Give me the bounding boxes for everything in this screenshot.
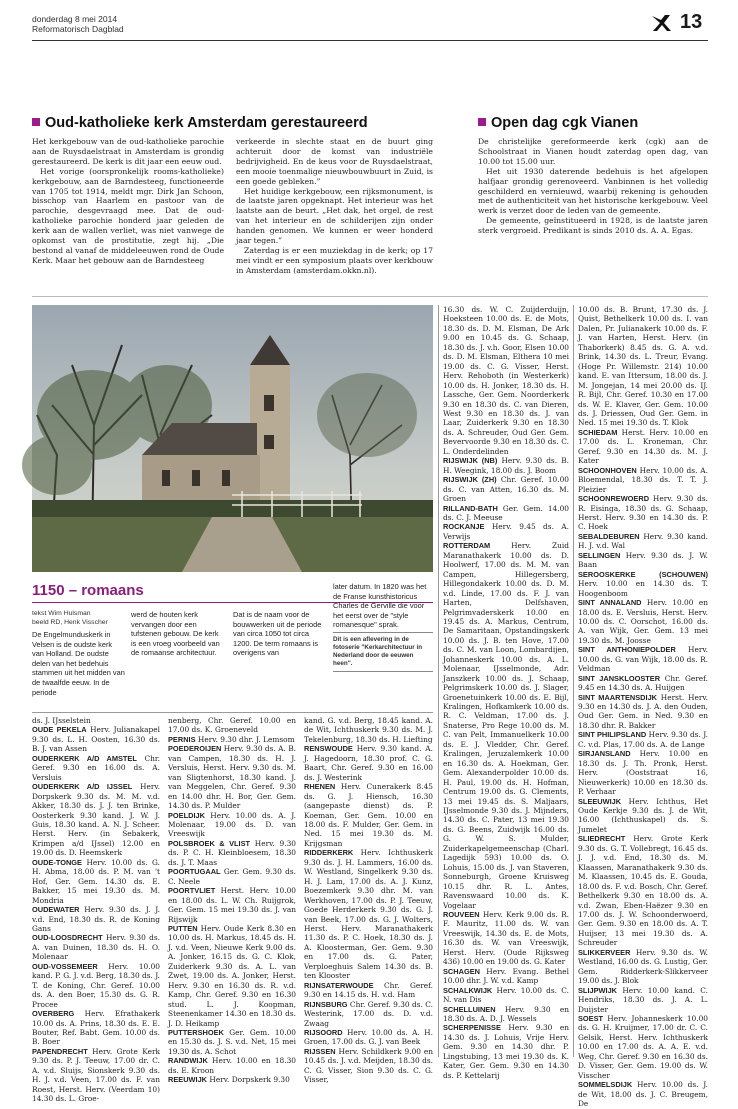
listing-top-rule bbox=[32, 712, 433, 713]
town-name: RIDDERKERK bbox=[304, 848, 354, 858]
service-details: Herst. Herv. 10.00 en 17.00 ds. L. Kroneman, Chr. Geref. 9.30 en 14.30 ds. M. J. Kater bbox=[578, 427, 708, 466]
service-entry bbox=[168, 1056, 296, 1075]
service-details: Herv. Dorpskerk 9.30 ds. M. M. v.d. Akker, 18.30 ds. J. J. ten Brinke, Oosterkerk 9.30 kand. J. W. J. Guis, 18.30 kand. A. N. J. Scheer. Herst. Herv. (in Sebakerk, Krimpen a/d IJssel) 12.00 en 19.00 ds. D. Heemskerk bbox=[32, 782, 160, 858]
service-entry bbox=[443, 1005, 569, 1024]
section-divider bbox=[32, 296, 708, 297]
service-entry bbox=[168, 1028, 296, 1056]
service-entry bbox=[578, 948, 708, 986]
town-name: OUD-VOSSEMEER bbox=[32, 961, 98, 971]
town-name: RIJNSBURG bbox=[304, 999, 348, 1009]
town-name: SOMMELSDIJK bbox=[578, 1080, 633, 1090]
service-entry bbox=[443, 475, 569, 503]
service-entry bbox=[578, 532, 708, 551]
town-name: POORTVLIET bbox=[168, 886, 216, 896]
service-details: 16.30 ds. W. C. Zuijderduijn, Hoeksteen 10.00 ds. E. de Mots, 18.30 ds. D. M. Elsman, De Ark 9.00 en 10.45 ds. G. Schaap, 18.30 ds. J. v.h. Goor, Elsen 10.00 ds. D. M. Elsman, Elthera 10 mei 19.00 ds. C. G. Visser, Herst. Herv. Rehoboth (in Westerkerk) 10.00 ds. H. Jonker, 18.30 ds. H. Lassche, Ger. Gem. Noorderkerk 9.30 en 18.30 ds. C. van Dieren, West 9.30 en 18.30 ds. J. van Laar, Zuiderkerk 9.30 en 18.30 ds. A. Schreuder, Oud Ger. Gem. Bevervoorde 9.30 en 18.30 ds. C. L. Onderdelinden bbox=[443, 305, 569, 456]
service-entry bbox=[168, 744, 296, 810]
service-details: Herv. Cunerakerk 8.45 ds. G. J. Hiensch, 16.30 (aangepaste dienst) ds. P. Koeman, Ger. Gem. 10.00 en 18.00 ds. F. Mulder, Ger. Gem. in Ned. 15 mei 19.30 ds. M. Krijgsman bbox=[304, 782, 433, 848]
service-entry bbox=[32, 1047, 160, 1104]
town-name: RIJNSATERWOUDE bbox=[304, 980, 374, 990]
service-entry bbox=[32, 858, 160, 905]
town-name: OUDE-TONGE bbox=[32, 857, 82, 867]
town-name: POEDEROIJEN bbox=[168, 744, 222, 754]
service-entry bbox=[578, 494, 708, 532]
service-entry bbox=[304, 744, 433, 782]
column-divider bbox=[438, 305, 439, 1057]
photo-credits bbox=[32, 610, 108, 627]
service-details: Herv. Efrathakerk 10.00 ds. A. Prins, 18.30 ds. E. E. Bouter, Ref. Babt. Gem. 10.00 ds. B. Boer bbox=[32, 1009, 160, 1047]
service-details: Herv. 10.00 kand. P. G. J. v.d. Berg, 18.30 ds. J. T. de Koning, Chr. Geref. 10.00 ds. A. den Boer, 15.30 ds. G. R. Procee bbox=[32, 961, 160, 1009]
town-name: RANDWIJK bbox=[168, 1056, 208, 1066]
town-name: OUDERKERK A/D IJSSEL bbox=[32, 782, 133, 792]
town-name: RIJSWIJK (NB) bbox=[443, 456, 498, 466]
service-entry bbox=[578, 645, 708, 673]
service-details: 10.00 ds. B. Brunt, 17.30 ds. J. Quist, Bethelkerk 10.00 ds. I. van Dalen, Pr. Julianakerk 10.00 ds. F. J. van Harten, Herst. Herv. (in Thaborkerk) 8.45 ds. G. A. v.d. Brink, 14.30 ds. L. Treur, Evang. (Hoge Pr. Willemstr. 214) 10.00 kand. E. van Ittersum, 18.00 ds. J. M. Jongejan, 14 mei 20.00 ds. IJ. R. Bijl, Chr. Geref. 10.30 en 17.00 ds. W. E. Klaver, Ger. Gem. 10.00 ds. J. Driessen, Oud Ger. Gem. in Ned. 15 mei 19.30 ds. T. Klok bbox=[578, 305, 708, 428]
service-details: Chr. Geref. 10.00 ds. C. van Atten, 16.30 ds. M. Groen bbox=[443, 475, 569, 504]
town-name: SINT PHILIPSLAND bbox=[578, 730, 647, 740]
town-name: RIJSSEN bbox=[304, 1046, 336, 1056]
service-details: Herv. Kerk 9.00 ds. R. F. Mauritz, 11.00 ds. W. van Vreeswijk, 14.30 ds. E. de Mots, 16.30 ds. W. van Vreeswijk, Herst. Herv. (Oude Rijksweg 436) 10.00 en 19.00 ds. G. Kater bbox=[443, 910, 569, 967]
town-name: PUTTERSHOEK bbox=[168, 1027, 224, 1037]
article-left-column-2: verkeerde in slechte staat en de buurt ging achteruit door de komst van industriële bedrijvigheid. En de keus voor de Ruysdaelstraat, een mooie toenmalige nieuwbouwbuurt in Zuid, is een goede gebleken.” Het huidige kerkgebouw, een rijksmonument, is de laatste jaren opgeknapt. Het interieur was het laatste aan de beurt. „Het dak, het orgel, de rest van het interieur en de schilderijen zijn onder handen genomen. We kunnen er weer honderd jaar tegen.” Zaterdag is er een muziekdag in de kerk; op 17 mei vindt er een symposium plaats over kerkbouw in Amsterdam (amsterdam.okkn.nl). bbox=[236, 137, 433, 275]
service-details: Herv. Evang. Bethel 10.00 dhr. J. W. v.d. Kamp bbox=[443, 966, 569, 986]
service-entry bbox=[443, 986, 569, 1005]
column-divider bbox=[573, 305, 574, 1057]
town-name: SCHOONREWOERD bbox=[578, 494, 650, 504]
town-name: REEUWIJK bbox=[168, 1075, 208, 1085]
town-name: OUDERKERK A/D AMSTEL bbox=[32, 753, 137, 763]
article-left-column-1: Het kerkgebouw van de oud-katholieke parochie aan de Ruysdaelstraat in Amsterdam is grondig gerestaureerd. De kerk is dit jaar een eeuw oud. Het vorige (oorspronkelijk rooms-katholieke) kerkgebouw, aan de Barndesteeg, functioneerde van 1705 tot 1914, meldt mgr. Dirk Jan Schoon, bisschop van Haarlem en pastoor van de parochie, desgevraagd mee. Dat de oud-katholieke parochie honderd jaar geleden de kerk aan de wallen verliet, was niet vanwege de opkomst van de prostitutie, zegt hij. „Die bestond al vanaf de middeleeuwen rond de Oude Kerk. Maar het gebouw aan de Barndesteeg bbox=[32, 137, 224, 265]
service-entry bbox=[443, 305, 569, 456]
town-name: SCHAGEN bbox=[443, 966, 480, 976]
service-details: Chr. Geref. 9.45 en 14.30 ds. A. Huijgen bbox=[578, 673, 708, 693]
town-name: SCHOONHOVEN bbox=[578, 465, 637, 475]
service-entry bbox=[304, 1028, 433, 1047]
town-name: SLEEUWIJK bbox=[578, 796, 622, 806]
service-details: Ger. Gem. 10.00 en 15.30 ds. J. S. v.d. Net, 15 mei 19.30 ds. A. Schot bbox=[168, 1027, 296, 1056]
service-details: Herv. 9.30 ds. A. van Duinen, 18.30 ds. H. O. Molenaar bbox=[32, 933, 160, 962]
photo-feature-title: 1150 – romaans bbox=[32, 582, 144, 599]
service-details: Chr. Geref. 9.30 ds. C. Westerink, 17.00 ds. D. v.d. Zwaag bbox=[304, 999, 433, 1028]
service-details: Herv. 9.30 ds. A. B. van Campen, 18.30 ds. H. J. Versluis, Herst. Herv. 9.30 ds. M. van Sligtenhorst, 18.30 kand. J. van Meggelen, Chr. Geref. 9.30 en 14.00 dhr. H. Bor, Ger. Gem. 14.30 ds. P. Mulder bbox=[168, 744, 296, 811]
service-entry bbox=[304, 716, 433, 744]
town-name: RIJSWIJK (ZH) bbox=[443, 475, 497, 485]
service-entry bbox=[443, 522, 569, 541]
service-entry bbox=[578, 598, 708, 645]
service-details: Chr. Geref. 9.30 en 14.15 ds. H. v.d. Ham bbox=[304, 980, 433, 1000]
service-entry bbox=[32, 933, 160, 961]
service-details: Chr. Geref. 9.30 en 16.00 ds. A. Versluis bbox=[32, 753, 160, 782]
service-details: Herv. Schildkerk 9.00 en 10.45 ds. J. v.d. Meijden, 18.30 ds. C. G. Visser, Sion 9.30 ds. C. G. Visser, bbox=[304, 1046, 433, 1085]
service-details: Herv. 10.00 en 18.30 ds. E. Kroon bbox=[168, 1056, 296, 1075]
town-name: ROTTERDAM bbox=[443, 541, 491, 551]
rd-logo-icon bbox=[650, 12, 672, 34]
town-name: SCHIEDAM bbox=[578, 427, 618, 437]
article-right-headline: Open dag cgk Vianen bbox=[478, 114, 638, 132]
town-name: SINT ANNALAND bbox=[578, 598, 642, 608]
service-entry bbox=[32, 716, 160, 725]
article-left-headline: Oud-katholieke kerk Amsterdam gerestaureerd bbox=[32, 114, 368, 132]
service-details: Herv. 10.00 ds. G. van Wijk, 18.00 ds. R. Veldman bbox=[578, 645, 708, 674]
service-details: Herst. Herv. 9.30 en 14.30 ds. J. A. den Ouden, Oud Ger. Gem. in Ned. 9.30 en 18.30 dhr. R. Bakker bbox=[578, 692, 708, 730]
service-details: Herv. 9.30 ds. R. Eisinga, 18.30 ds. G. Schaap, Herst. Herv. 9.30 en 14.30 ds. P. C. Hoek bbox=[578, 494, 708, 532]
service-details: Herv. Ichthuskerk 9.30 ds. J. H. Lammers, 16.00 ds. W. Westland, Singelkerk 9.30 ds. H. J. Lam, 17.00 ds. A. J. Kunz, Boezemkerk 9.30 dhr. M. van Werkhoven, 17.00 ds. P. J. Teeuw, Goede Herderkerk 9.30 ds. G. J. van Beek, 17.00 ds. G. J. Wolters, Herst. Herv. Maranathakerk 11.30 ds. P. C. Hoek, 18.30 ds. J. A. Kloosterman, Ger. Gem. 9.30 en 17.00 ds. G. Pater, Verploeghuis Salem 14.30 ds. B. ten Klooster bbox=[304, 848, 433, 981]
service-details: Herv. 9.30 ds. J. C. v.d. Plas, 17.00 ds. A. de Lange bbox=[578, 730, 708, 749]
series-note: Dit is een aflevering in de fotoserie "Kerkarchitectuur in Nederland door de eeuwen heen". bbox=[333, 632, 433, 672]
credit-photo: beeld RD, Henk Visscher bbox=[32, 618, 108, 626]
services-column-b bbox=[168, 716, 296, 1085]
service-entry bbox=[578, 1080, 708, 1108]
service-details: Herv. Oude Kerk 8.30 en 10.00 ds. H. Markus, 18.45 ds. H. J. v.d. Veen, Nieuwe Kerk 9.00 ds. A. Jonker, 16.15 ds. G. C. Klok, Zuiderkerk 9.30 ds. A. L. van Zwet, 19.00 ds. A. Jonker, Herst. Herv. 9.30 en 16.30 ds. R. v.d. Kamp, Chr. Geref. 9.30 en 16.30 stud. L. J. Koopman, Steenenkamer 14.30 en 18.30 ds. J. D. Heikamp bbox=[168, 923, 296, 1028]
service-entry bbox=[168, 839, 296, 867]
service-details: Herv. 10.00 ds. J. de Wit, 18.00 ds. J. C. Breugem, De bbox=[578, 1080, 708, 1109]
service-details: Herv. 9.30 ds. J. J. v.d. End, 18.30 ds. R. de Koning Gans bbox=[32, 905, 160, 933]
services-column-a bbox=[32, 716, 160, 1104]
service-details: Herv. 10.00 ds. A. Bloemendal, 18.30 ds. T. T. J. Pleizier bbox=[578, 465, 708, 494]
service-entry bbox=[578, 428, 708, 466]
feature-text-col-3: later datum. In 1820 was het de Franse kunsthistoricus Charles de Gerville die voor het eerst over de "style romanesque" sprak. bbox=[333, 582, 427, 630]
service-details: Herv. 10.00 en 18.30 ds. J. Th. Pronk, Herst. Herv. (Ooststraat 16, Nieuwerkerk) 10.00 en 18.30 ds. P. Verhaar bbox=[578, 749, 708, 797]
issue-date: donderdag 8 mei 2014 bbox=[32, 14, 118, 24]
town-name: POELDIJK bbox=[168, 810, 205, 820]
service-details: Herv. 9.30 kand. H. J. v.d. Wal bbox=[578, 531, 708, 551]
town-name: POORTUGAAL bbox=[168, 867, 221, 877]
service-entry bbox=[168, 735, 296, 744]
town-name: PUTTEN bbox=[168, 923, 198, 933]
service-entry bbox=[578, 797, 708, 835]
town-name: SLIKKERVEER bbox=[578, 947, 631, 957]
service-entry bbox=[304, 1000, 433, 1028]
service-entry bbox=[304, 981, 433, 1000]
service-entry bbox=[443, 1023, 569, 1080]
town-name: SINT ANTHONIEPOLDER bbox=[578, 645, 676, 655]
service-details: Herv. 10.00 en 14.30 ds. T. Hoogenboom bbox=[578, 579, 708, 598]
article-right-body: De christelijke gereformeerde kerk (cgk) aan de Schoolstraat in Vianen houdt zaterdag open dag, van 10.00 tot 15.00 uur. Het uit 1930 daterende bedehuis is het afgelopen halfjaar grondig gerenoveerd. Vanbinnen is het volledig geschilderd en vernieuwd, waarbij rekening is gehouden met de authenticiteit van het historische kerkgebouw. Veel werk is verzet door de leden van de gemeente. De gemeente, geïnstitueerd in 1928, is de laatste jaren sterk vergroeid. Predikant is sinds 2010 ds. A. A. Egas. bbox=[478, 137, 708, 236]
service-entry bbox=[168, 867, 296, 886]
service-entry bbox=[168, 811, 296, 839]
service-entry bbox=[32, 1009, 160, 1047]
town-name: SEROOSKERKE (SCHOUWEN) bbox=[578, 569, 708, 579]
service-details: Herv. Grote Kerk 9.30 ds. G. T. Vollebregt, 16.45 ds. J. J. v.d. End, 18.30 ds. M. Klaassen, Maranathakerk 9.30 ds. M. Klaassen, 10.45 ds. E. Gouda, 18.00 ds. F. v.d. Bosch, Chr. Geref. Bethelkerk 9.30 en 18.00 ds. A. v.d. Zwan, Eben-Haëzer 9.30 en 17.00 ds. J. W. Schoonderwoerd, Ger. Gem. 9.30 en 18.00 ds. A. T. Huijser, 13 mei 19.30 ds. A. Schreuder bbox=[578, 834, 708, 948]
service-entry bbox=[168, 1075, 296, 1084]
service-entry bbox=[32, 754, 160, 782]
town-name: SOEST bbox=[578, 1013, 604, 1023]
town-name: SCHELLUINEN bbox=[443, 1004, 496, 1014]
service-entry bbox=[578, 551, 708, 570]
town-name: SLIEDRECHT bbox=[578, 834, 626, 844]
church-photo bbox=[32, 305, 433, 572]
service-details: Herv. Dorpskerk 9.30 bbox=[209, 1075, 290, 1085]
town-name: OVERBERG bbox=[32, 1009, 75, 1019]
service-entry bbox=[443, 541, 569, 910]
service-entry bbox=[32, 905, 160, 933]
service-details: Herv. Julianakapel 9.30 ds. L. H. Oosten, 16.30 ds. B. J. van Assen bbox=[32, 725, 160, 754]
service-details: Herv. 9.30 ds. P. C. H. Kleinbloesem, 18.30 ds. J. T. Maas bbox=[168, 838, 296, 867]
town-name: OUD-LOOSDRECHT bbox=[32, 933, 103, 943]
service-entry bbox=[578, 466, 708, 494]
service-details: Herv. Grote Kerk 9.30 ds. P. J. Teeuw, 17.00 dr. C. A. v.d. Sluijs, Sionskerk 9.30 ds. H. J. v.d. Veen, 17.00 ds. F. van Roest, Herst. Herv. (Veerdam 10) 14.30 ds. L. Groe- bbox=[32, 1046, 160, 1104]
service-details: Herv. 9.30 dhr. J. Lemsom bbox=[197, 734, 295, 744]
service-entry bbox=[578, 730, 708, 749]
header-rule bbox=[32, 40, 708, 41]
feature-text-col-2: werd de houten kerk vervangen door een tufstenen gebouw. De kerk is een vroeg voorbeeld van de romaanse architectuur. Dat is de naam voor de bouwwerken uit de periode van circa 1050 tot circa 1200. De term romaans is overigens van bbox=[131, 610, 322, 658]
service-details: Herv. 10.00 en 18.00 ds. E. Versluis, Herst. Herv. 10.00 ds. C. Oorschot, 16.00 ds. A. van Wijk, Ger. Gem. 13 mei 19.30 ds. M. Joosse bbox=[578, 598, 708, 645]
town-name: SCHALKWIJK bbox=[443, 985, 493, 995]
service-entry bbox=[168, 716, 296, 735]
services-column-e bbox=[578, 305, 708, 1109]
service-details: Herv. 9.30 ds. B. H. Weegink, 18.00 ds. J. Boom bbox=[443, 456, 569, 475]
service-details: Herv. 9.30 kand. A. J. Hagedoorn, 18.30 prof. C. G. Baart, Chr. Geref. 9.30 en 16.00 ds. J. Westerink bbox=[304, 744, 433, 782]
section-marker-icon bbox=[32, 118, 40, 126]
service-entry bbox=[443, 456, 569, 475]
service-details: kand. G. v.d. Berg, 18.45 kand. A. de Wit, Ichthuskerk 9.30 ds. M. J. Tekelenburg, 18.30 ds. H. Liefting bbox=[304, 716, 433, 744]
service-details: Herv. 10.00 ds. A. H. Groen, 17.00 ds. G. J. van Beek bbox=[304, 1027, 433, 1047]
service-details: Herv. 9.30 ds. J. W. Baan bbox=[578, 550, 708, 570]
service-entry bbox=[578, 570, 708, 598]
page-number: 13 bbox=[680, 11, 703, 33]
service-details: Herv. 9.30 en 14.30 ds. J. Lohuis, Vrije Herv. Gem. 9.30 en 14.30 dhr. P. Lingstubing, 13 mei 19.30 ds. K. Kater, Ger. Gem. 9.30 en 14.30 ds. P. Kettelarij bbox=[443, 1023, 569, 1080]
service-details: Herv. Ichthus, Het Oude Kerkje 9.30 ds. J. de Wit, 16.00 (Ichthuskapel) ds. S. Jumelet bbox=[578, 796, 708, 834]
service-details: nenberg, Chr. Geref. 10.00 en 17.00 ds. K. Groeneveld bbox=[168, 716, 296, 735]
town-name: PAPENDRECHT bbox=[32, 1046, 88, 1056]
service-entry bbox=[168, 924, 296, 1028]
town-name: SLIJPWIJK bbox=[578, 985, 618, 995]
service-details: Herst. Herv. 10.00 en 18.00 ds. L. W. Ch. Ruijgrok, Ger. Gem. 15 mei 19.30 ds. J. van Rijswijk bbox=[168, 886, 296, 924]
service-entry bbox=[443, 967, 569, 986]
service-entry bbox=[578, 674, 708, 693]
town-name: RHENEN bbox=[304, 782, 336, 792]
service-entry bbox=[578, 693, 708, 731]
town-name: ROUVEEN bbox=[443, 910, 480, 919]
service-details: Herv. 9.45 ds. A. Verwijs bbox=[443, 522, 569, 541]
town-name: SINT MAARTENSDIJK bbox=[578, 692, 658, 702]
service-entry bbox=[304, 782, 433, 848]
service-entry bbox=[32, 725, 160, 753]
town-name: ROCKANJE bbox=[443, 522, 485, 532]
service-details: Herv. 9.30 ds. W. Westland, 16.00 ds. G. Lustig, Ger. Gem. Ridderkerk-Slikkerveer 19.00 ds. J. Blok bbox=[578, 947, 708, 986]
service-entry bbox=[443, 910, 569, 967]
service-details: Ger. Gem. 14.00 ds. C. J. Meeuse bbox=[443, 503, 569, 522]
service-entry bbox=[578, 986, 708, 1014]
service-details: Herv. 9.30 en 18.30 ds. A. D. J. Wessels bbox=[443, 1004, 569, 1023]
feature-text-col-1: De Engelmunduskerk in Velsen is de oudste kerk van Holland. De oudste delen van het bedehuis stammen uit het midden van de twaalfde eeuw. In de periode bbox=[32, 630, 125, 697]
service-entry bbox=[578, 305, 708, 428]
service-details: Herv. Zuid Maranathakerk 10.00 ds. D. Hoolwerf, 17.00 ds. M. M. van Campen, Hillegersberg, Hillegondakerk 10.00 ds. D. M. v.d. Linde, 17.00 ds. F. J. van Harten, Delfshaven, Pelgrimvaderskerk 10.00 en 19.45 ds. A. Markus, Centrum, De Samaritaan, Opstandingskerk 10.00 ds. J. B. ten Hove, 17.00 ds. C. M. van Loon, Lombardijen, Johanneskerk 10.00 ds. A. L. Molenaar, IJsselmonde, Adr. Janszkerk 10.00 ds. J. Schaap, Pelgrimskerk 10.00 ds. J. Slager, Groenetuinkerk 10.00 ds. E. Bijl, Kralingen, Hofkamkerk 10.00 ds. R. C. Veldman, 17.00 ds. J. Snaterse, Pro Rege 10.00 ds. M. C. van Pelt, Immanuelkerk 10.00 ds. E. J. Vledder, Chr. Geref. Kralingen, Jeruzalemkerk 10.00 en 16.30 ds. A. Hoekman, Ger. Gem. Alexanderpolder 10.00 ds. H. Paul, 19.00 ds. H. Hofman, Centrum 19.00 ds. G. Clements, 13 mei 19.45 ds. S. Maljaars, IJsselmonde 9.30 ds. J. Mijnders, 14.30 ds. C. Pater, 13 mei 19.30 ds. G. Beens, Zuidwijk 16.00 ds. G. W. S. Mulder, Zuiderkapelgemeenschap (Charl. Lagedijk 593) 10.00 ds. O. Lohuis, 15.00 ds. J. van Staveren, Sonneburgh, Groene Kruisweg 10.15 dhr. R. L. Antes, Ravenswaard 10.00 ds. K. Vogelaar bbox=[443, 541, 569, 910]
credit-text: tekst Wim Hulsman bbox=[32, 610, 91, 617]
town-name: SCHERPENISSE bbox=[443, 1023, 501, 1033]
service-entry bbox=[578, 834, 708, 947]
service-details: Herv. Johanneskerk 10.00 ds. G. H. Kruijmer, 17.00 dr. C. C. Gelsik, Herst. Herv. Ichthuskerk 10.00 en 17.00 ds. A. A. E. v.d. Weg, Chr. Geref. 9.30 en 16.30 ds. D. Visser, Ger. Gem. 19.00 ds. W. Visscher bbox=[578, 1013, 708, 1080]
service-entry bbox=[32, 962, 160, 1009]
town-name: PERNIS bbox=[168, 734, 196, 744]
service-entry bbox=[168, 886, 296, 924]
service-details: Herv. 10.00 ds. G. H. Abma, 18.00 ds. P. M. van 't Hof, Ger. Gem. 14.30 ds. E. Bakker, 15 mei 19.30 ds. M. Mondria bbox=[32, 857, 160, 905]
service-entry bbox=[578, 1014, 708, 1080]
service-details: Herv. 10.00 kand. C. Hendriks, 18.30 ds. J. A. L. Duijster bbox=[578, 985, 708, 1014]
town-name: SELLINGEN bbox=[578, 550, 621, 560]
town-name: RILLAND-BATH bbox=[443, 503, 498, 513]
town-name: RENSWOUDE bbox=[304, 744, 353, 754]
service-entry bbox=[32, 782, 160, 858]
service-details: Herv. 10.00 ds. A. J. Molenaar, 19.00 ds. D. van Vreeswijk bbox=[168, 810, 296, 839]
service-entry bbox=[578, 749, 708, 796]
service-details: ds. J. IJsselstein bbox=[32, 716, 91, 725]
service-entry bbox=[304, 848, 433, 980]
services-column-d bbox=[443, 305, 569, 1080]
town-name: SINT JANSKLOOSTER bbox=[578, 673, 661, 683]
town-name: SEBALDEBUREN bbox=[578, 531, 640, 541]
town-name: RIJSOORD bbox=[304, 1027, 343, 1037]
service-entry bbox=[304, 1047, 433, 1085]
town-name: OUDEWATER bbox=[32, 905, 80, 915]
service-details: Ger. Gem. 9.30 ds. C. Neele bbox=[168, 867, 296, 886]
service-entry bbox=[443, 504, 569, 523]
newspaper-name: Reformatorisch Dagblad bbox=[32, 24, 124, 34]
services-column-c bbox=[304, 716, 433, 1085]
section-marker-icon bbox=[478, 118, 486, 126]
town-name: OUDE PEKELA bbox=[32, 725, 87, 735]
town-name: POLSBROEK & VLIST bbox=[168, 838, 251, 848]
town-name: SIRJANSLAND bbox=[578, 749, 631, 759]
service-details: Herv. 10.00 ds. C. N. van Dis bbox=[443, 985, 569, 1005]
